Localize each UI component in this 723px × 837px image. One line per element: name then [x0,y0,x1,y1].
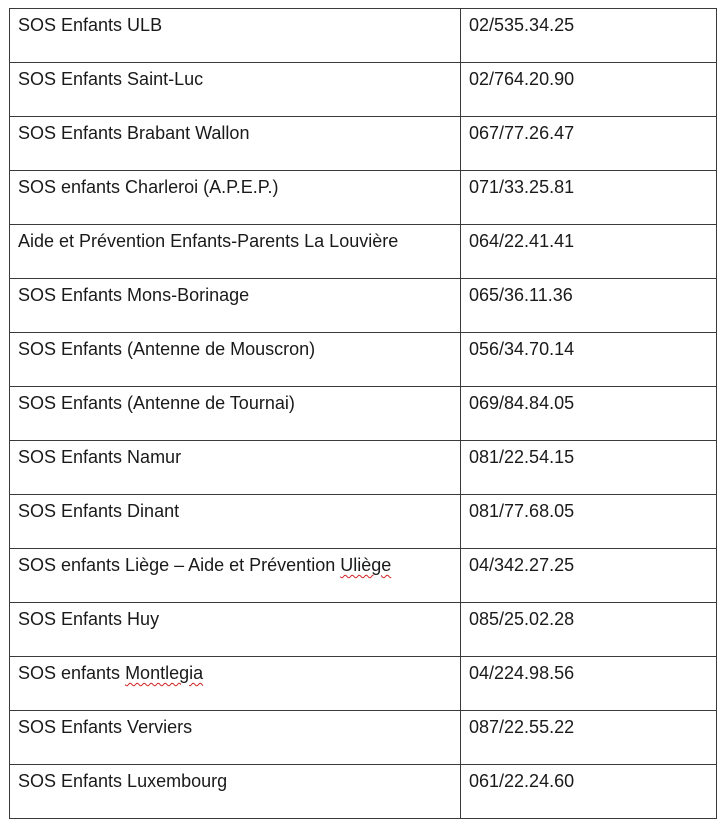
table-row [10,765,717,819]
table-row [10,549,717,603]
spellcheck-flagged-word: Montlegia [125,663,204,683]
team-name-cell [10,657,461,711]
team-name-cell: SOS Enfants Luxembourg [10,765,461,819]
team-name-cell: SOS Enfants Namur [10,441,461,495]
table-row [10,333,717,387]
table-row [10,657,717,711]
phone-number-cell: 087/22.55.22 [461,711,717,765]
team-name-cell: SOS enfants Charleroi (A.P.E.P.) [10,171,461,225]
table-row [10,117,717,171]
table-row [10,63,717,117]
phone-number-cell: 061/22.24.60 [461,765,717,819]
team-name-cell: SOS Enfants (Antenne de Tournai) [10,387,461,441]
phone-number-cell: 04/342.27.25 [461,549,717,603]
table-row [10,279,717,333]
phone-number-cell: 067/77.26.47 [461,117,717,171]
table-row [10,171,717,225]
phone-number-cell: 04/224.98.56 [461,657,717,711]
team-name-cell: SOS Enfants (Antenne de Mouscron) [10,333,461,387]
team-name-cell [10,549,461,603]
team-name-cell: SOS Enfants ULB [10,9,461,63]
team-name-cell: SOS Enfants Huy [10,603,461,657]
team-name-text: SOS enfants [18,663,126,683]
team-name-cell: SOS Enfants Verviers [10,711,461,765]
sos-enfants-contact-table [9,8,717,819]
phone-number-cell: 071/33.25.81 [461,171,717,225]
phone-number-cell: 069/84.84.05 [461,387,717,441]
phone-number-cell: 065/36.11.36 [461,279,717,333]
phone-number-cell: 02/764.20.90 [461,63,717,117]
phone-number-cell: 02/535.34.25 [461,9,717,63]
table-row [10,603,717,657]
team-name-cell: Aide et Prévention Enfants-Parents La Louvière [10,225,461,279]
table-row [10,495,717,549]
team-name-cell: SOS Enfants Mons-Borinage [10,279,461,333]
table-row [10,387,717,441]
team-name-text: SOS enfants Liège – Aide et Prévention [18,555,341,575]
phone-number-cell: 081/77.68.05 [461,495,717,549]
table-row [10,711,717,765]
spellcheck-flagged-word: Uliège [340,555,392,575]
table-row [10,441,717,495]
team-name-cell: SOS Enfants Saint-Luc [10,63,461,117]
table-row [10,225,717,279]
phone-number-cell: 056/34.70.14 [461,333,717,387]
table-row [10,9,717,63]
team-name-cell: SOS Enfants Brabant Wallon [10,117,461,171]
team-name-cell: SOS Enfants Dinant [10,495,461,549]
phone-number-cell: 085/25.02.28 [461,603,717,657]
phone-number-cell: 064/22.41.41 [461,225,717,279]
phone-number-cell: 081/22.54.15 [461,441,717,495]
